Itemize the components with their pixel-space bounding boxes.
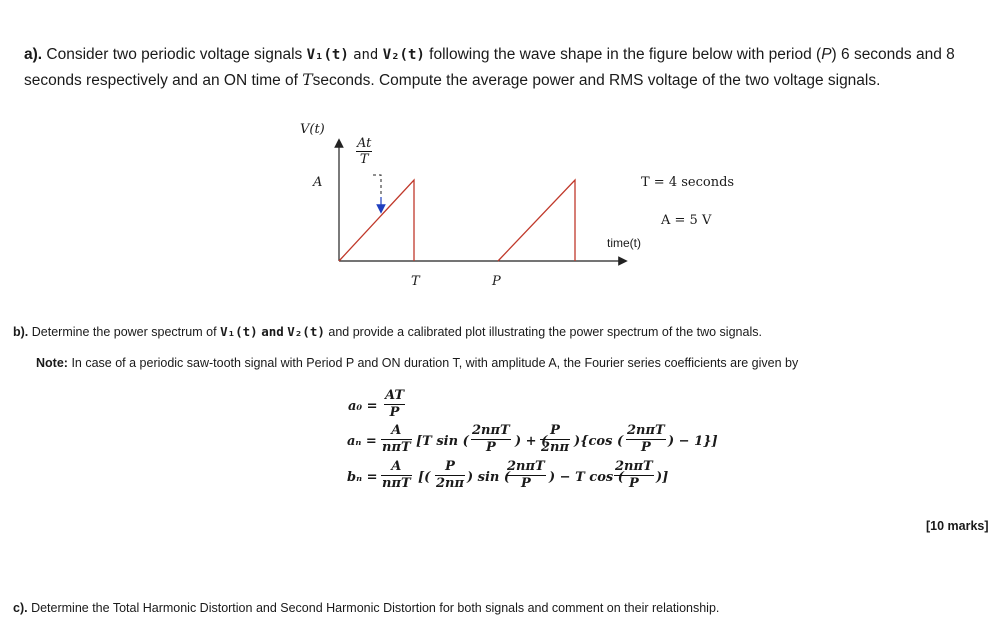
an-arg2-num: 2nπT	[627, 423, 665, 438]
part-b-label: b).	[13, 325, 29, 339]
an-body-4: ) − 1}]	[668, 434, 718, 449]
part-a-text-2: following the wave shape in the figure below with period (	[429, 46, 822, 63]
bn-coeff-den: 2nπ	[436, 476, 465, 491]
a-value-label: A = 5 V	[661, 213, 712, 228]
an-prefactor	[381, 423, 412, 456]
part-b-text: Determine the power spectrum of	[31, 325, 217, 339]
sawtooth-pulse-2	[498, 180, 575, 261]
an-arg2-den: P	[626, 439, 666, 456]
bn-body-3: ) − T cos (	[549, 470, 624, 485]
an-arg-den: P	[471, 439, 511, 456]
on-time-symbol: T	[302, 71, 313, 89]
bn-arg-num: 2nπT	[507, 459, 545, 474]
a0-fraction	[384, 388, 405, 421]
part-c-question	[13, 601, 719, 615]
an-lhs: aₙ =	[347, 434, 377, 449]
p-tick-label: P	[492, 274, 501, 289]
part-c-label: c).	[13, 601, 28, 615]
t-tick-label: T	[411, 274, 420, 289]
bn-arg	[506, 459, 546, 492]
a0-lhs: a₀ =	[348, 399, 378, 414]
bn-arg-2	[614, 459, 654, 492]
an-body-1: [T sin (	[416, 434, 469, 449]
sawtooth-waveform-figure	[280, 115, 760, 300]
bn-arg2-num: 2nπT	[615, 459, 653, 474]
amplitude-label: A	[313, 175, 323, 190]
part-a-text-5: seconds. Compute the average power and RMS voltage of the two voltage signals.	[312, 72, 881, 89]
bn-coeff	[435, 459, 465, 492]
part-a-text-4: seconds respectively and an ON time of	[24, 72, 303, 89]
slope-leader-line	[373, 175, 381, 211]
part-a-label: a).	[24, 46, 43, 63]
marks-label: [10 marks]	[926, 519, 989, 533]
an-body-2: ) + (	[515, 434, 548, 449]
slope-fraction	[356, 136, 372, 167]
bn-body-4: )]	[656, 470, 669, 485]
an-arg-num: 2nπT	[472, 423, 510, 438]
note-line	[36, 356, 798, 370]
bn-lhs: bₙ =	[347, 470, 378, 485]
x-axis-label: time(t)	[607, 236, 641, 250]
a0-numerator: AT	[385, 388, 405, 403]
an-prefactor-den: nπT	[382, 440, 411, 455]
signal-v1: V₁(t)	[306, 47, 349, 63]
signal-v2: V₂(t)	[382, 47, 425, 63]
signal-v1-b: V₁(t)	[220, 324, 258, 339]
part-a-text-3: ) 6 seconds and 8	[831, 46, 955, 63]
bn-body-2: ) sin (	[467, 470, 511, 485]
an-body-3: ){cos (	[574, 434, 624, 449]
bn-body-1: [(	[418, 470, 431, 485]
and-word-b: and	[261, 324, 284, 339]
slope-numerator: At	[357, 136, 372, 151]
y-axis-label: V(t)	[300, 122, 325, 137]
bn-arg-den: P	[506, 475, 546, 492]
part-a-text: Consider two periodic voltage signals	[46, 46, 303, 63]
and-word: and	[353, 47, 379, 63]
bn-arg2-den: P	[614, 475, 654, 492]
bn-coeff-num: P	[445, 459, 455, 474]
slope-denominator: T	[356, 151, 372, 167]
sawtooth-pulse-1	[339, 180, 414, 261]
an-arg	[471, 423, 511, 456]
part-c-text: Determine the Total Harmonic Distortion and Second Harmonic Distortion for both signals and comment on their relationship.	[31, 601, 720, 615]
an-arg-2	[626, 423, 666, 456]
t-value-label: T = 4 seconds	[641, 175, 735, 190]
part-b-text-2: and provide a calibrated plot illustrating the power spectrum of the two signals.	[328, 325, 762, 339]
part-a-question	[24, 42, 999, 93]
an-coeff-num: P	[550, 423, 560, 438]
note-label: Note:	[36, 356, 68, 370]
bn-prefactor-num: A	[391, 459, 402, 474]
a0-denominator: P	[384, 404, 405, 421]
bn-prefactor-den: nπT	[382, 476, 411, 491]
part-a-line-2	[24, 68, 999, 93]
an-prefactor-num: A	[391, 423, 402, 438]
signal-v2-b: V₂(t)	[287, 324, 325, 339]
part-b-question	[13, 324, 762, 339]
part-a-line-1	[24, 42, 999, 68]
note-text: In case of a periodic saw-tooth signal with Period P and ON duration T, with amplitude A, the Fourier series coefficients are given by	[71, 356, 799, 370]
bn-prefactor	[381, 459, 412, 492]
an-coeff	[540, 423, 570, 456]
an-coeff-den: 2nπ	[541, 440, 570, 455]
period-symbol: P	[821, 46, 832, 63]
